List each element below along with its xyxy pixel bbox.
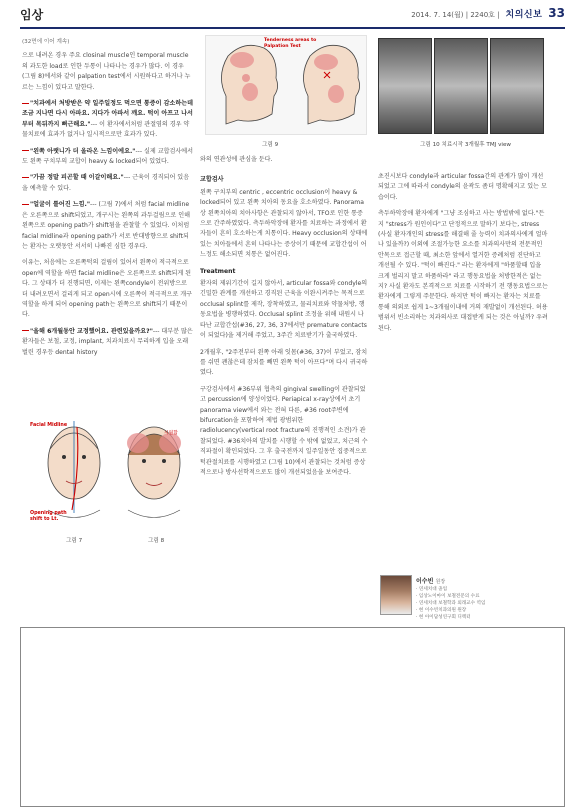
credential-line: · 현 이수빈치과의원 원장	[416, 608, 467, 613]
quote-commentary: --- 근육이 경직되어 있음을 예측할 수 있다.	[22, 174, 190, 192]
continuation-note: (32면에 이어 계속)	[22, 39, 70, 45]
figure-7-face-diagram	[28, 415, 120, 530]
patient-quote: "올해 6개월동안 교정했어요. 관련있을까요?"	[22, 328, 153, 335]
section-name: 임상	[20, 8, 44, 22]
paragraph: 으로 내려온 경우 주요 closinal muscle인 temporal muscle의 과도한 load로 인한 두통이 나타나는 경우가 많다. 이 경우 (그림 8)에서와 같이 palpation test에서 시원하다고 하거나 누르는 느낌이 있다고 말한다.	[22, 52, 191, 91]
quote-paragraph	[22, 147, 194, 168]
tenderness-label: Tenderness areas to Palpation Test	[264, 38, 317, 49]
article-column-3	[378, 172, 548, 340]
quote-commentary: --- 실제 교합검사에서도 왼쪽 구치부의 교합이 heavy & locked되어 있었다.	[22, 147, 194, 166]
figure-9-caption: 그림 9	[262, 142, 279, 148]
page-number: 33	[548, 6, 565, 20]
patient-quote: "얼굴이 틀어진 느낌."	[22, 201, 90, 208]
quote-paragraph	[22, 173, 194, 194]
figure-8-caption: 그림 8	[148, 538, 165, 544]
paragraph: 환자의 제위기간이 길지 않아서, articular fossa와 condyle의 긴밀한 관계를 개선하고 경직된 근육을 이완시켜주는 목적으로 occlusal splint를 제작, 장착하였고, 물리치료와 약물처방, 행동요법을 병행하였다. Occlusal splint 조정을 위해 내원시 나타난 교합간섭(#36, 27, 36, 37에서만 premature contacts이 되었다)을 제거해 주었고, 3주간 치료받기가 출국하였다.	[200, 280, 368, 340]
tmj-xray-image	[490, 38, 544, 134]
figure-10-caption: 그림 10 치료시작 3개월후 TMJ view	[420, 142, 511, 148]
paragraph: 초진시보다 condyle과 articular fossa간의 관계가 많이 개선되었고 그에 따라서 condyle의 윤곽도 좀더 명확해지고 있는 모습이다.	[378, 173, 547, 201]
face-palpation-illustration	[108, 415, 200, 530]
quote-paragraph	[22, 327, 194, 358]
page-header	[20, 6, 565, 26]
quote-paragraph	[22, 99, 194, 141]
article-column-2	[200, 155, 368, 484]
subheading: Treatment	[200, 267, 236, 275]
paragraph: 이유는, 처음에는 오른쪽턱의 걸림이 있어서 왼쪽이 적극적으로 open에 역할을 하면 facial midline은 오른쪽으로 shift되게 된다. 그 상태가 더 진행되면, 이제는 왼쪽condyle이 전위방으로 더 내려오면서 걸리게 되고 open시에 오른쪽이 적극적으로 개구역할을 하게 되어 opening path는 왼쪽으로 shift되기 때문이다.	[22, 259, 193, 319]
credential-line: · 현 아이답성연구회 디렉터	[416, 615, 471, 620]
credential-line: · 연세치대 보철학과 외래교수 역임	[416, 601, 486, 606]
quote-paragraph	[22, 200, 194, 252]
patient-quote: "치과에서 처방받은 약 일주일정도 먹으면 통증이 감소하는데 조금 지나면 다시 아파요. 지다가 아파서 깨요. 턱이 아프고 나서부터 목뒤까지 뻐근해요."	[22, 100, 194, 128]
tmj-xray-image	[434, 38, 488, 134]
issue-date: 2014. 7. 14(월) | 2240호 |	[411, 11, 500, 19]
head-profile-illustration	[206, 36, 368, 136]
palpation-label: 시원함	[164, 431, 178, 436]
quote-commentary: --- 대부분 많은 환자들은 보철, 교정, implant, 치과치료시 무리하게 입을 오래벌린 경우등 dental history	[22, 327, 193, 356]
advertisement-placeholder-box	[20, 627, 565, 807]
header-rule	[20, 27, 565, 29]
tmj-xray-image	[378, 38, 432, 134]
facial-midline-label: Facial Midline	[30, 423, 68, 428]
paragraph: 측두하악장애 환자에게 "그냥 조심하고 사는 방법밖에 없다."든지 "stress가 원인이다"고 단정적으로 말하기 보다는, stress (사실 환자개인의 stress를 해결해 줄 능력이 치과의사에게 얼마나 있을까?) 이외에 조절가능한 요소를 치과의사만의 전문적인 안목으로 접근할 때, 최소한 앞에서 열거한 증례처럼 진단하고 개선될 수 있다. "턱이 빠진다." 라는 환자에게 "하품할때 입을 크게 벌리지 말고 하품하라" 라고 행동요법을 처방한적은 없는지? 사실 환자도 본격적으로 치료를 시작하기 전 행동요법으로는 환자에게 그렇게 주문한다. 하지만 턱이 빠지는 환자는 치료를 통해 의외로 쉽게 1~3개월이내에 거의 재발없이 개선된다. 허용범위서 빈소리하는 치과의사로 대접받게 되는 것은 아닐까? 우려된다.	[378, 210, 548, 332]
author-name	[416, 576, 445, 585]
header-right	[411, 6, 565, 20]
credential-line: · 연세치대 졸업	[416, 587, 448, 592]
paragraph: 2개월후, "2주전부터 왼쪽 아래 잇몸(#36, 37)이 부었고, 잠치를 쉬면 괜찮은데 잠치를 빼면 왼쪽 턱이 아프다"며 다시 귀국하였다.	[200, 348, 368, 377]
article-column-1	[22, 37, 194, 364]
author-role: 원장	[435, 579, 446, 585]
quote-commentary: --- 이 환자에서처럼 관절염의 경우 약물치료에 효과가 없거나 일시적으로만 효과가 있다.	[22, 120, 190, 139]
figure-8-face-diagram	[108, 415, 200, 530]
patient-quote: "왼쪽 아랫니가 더 올라온 느낌이에요."	[22, 148, 135, 155]
opening-path-label: Opening path shift to Lt.	[30, 511, 67, 522]
author-name-text: 이수빈	[416, 578, 434, 585]
patient-quote: "가끔 정말 피곤할 때 이갈이해요."	[22, 174, 124, 181]
paragraph: 구강검사에서 #36부위 협측의 gingival swelling이 관찰되었고 percussion에 양성이었다. Periapical x-ray상에서 초기 panorama view에서 와는 전혀 다른, #36 root주변에 bifurcation을 포함하여 제법 광범위한 radiolucency(vertical root fracture의 진행적인 소견)가 관찰되었다. #36치아의 발치를 시행할 수 밖에 없었고, 치근의 수직파절이 확인되었다. 그 후 출국전까지 일주일동안 집중적으로 턱관절치료를 시행하였고 (그림 10)에서 관찰되는 것처럼 증상적으로나 방사선학적으로도 많이 개선되었음을 보여준다.	[200, 385, 368, 476]
author-credentials	[416, 586, 485, 621]
author-photo	[380, 575, 412, 615]
credential-line: · 임상노이마이 보철전문의 수료	[416, 594, 480, 599]
quote-commentary: --- (그림 7)에서 처럼 facial midline은 오른쪽으로 shift되었고, 개구시는 왼쪽의 과두걸림으로 인해 왼쪽으로 opening path가 shift됨을 관찰할 수 있었다. 이처럼 facial midline과 opening path가 서로 반대방향으로 shift되는 환자는 오랫동안 서서히 나빠진 심한 경우다.	[22, 201, 190, 250]
figure-9-head-diagram	[205, 35, 367, 135]
paragraph: 왼쪽 구치부의 centric , eccentric occlusion이 heavy & locked되어 있고 왼쪽 치아의 동요을 호소하였다. Panorama상 왼쪽치아의 치아사항은 관찰되지 않아서, TFO로 인한 통증으로 간주하였었다. 측두하악장애 환자를 치료하는 과정에서 환자들이 흔히 호소하는게 치통이다. Heavy occlusion의 상태에 있는 치아들에서 흔히 나타나는 증상이기 때문에 교합간섭이 어느정도 해소되면 치통은 없어진다.	[200, 188, 368, 259]
figure-7-caption: 그림 7	[66, 538, 83, 544]
paragraph: 와의 연관성에 관심을 둔다.	[200, 156, 273, 163]
subheading: 교합검사	[200, 176, 224, 184]
newspaper-name: 치의신보	[505, 10, 543, 20]
